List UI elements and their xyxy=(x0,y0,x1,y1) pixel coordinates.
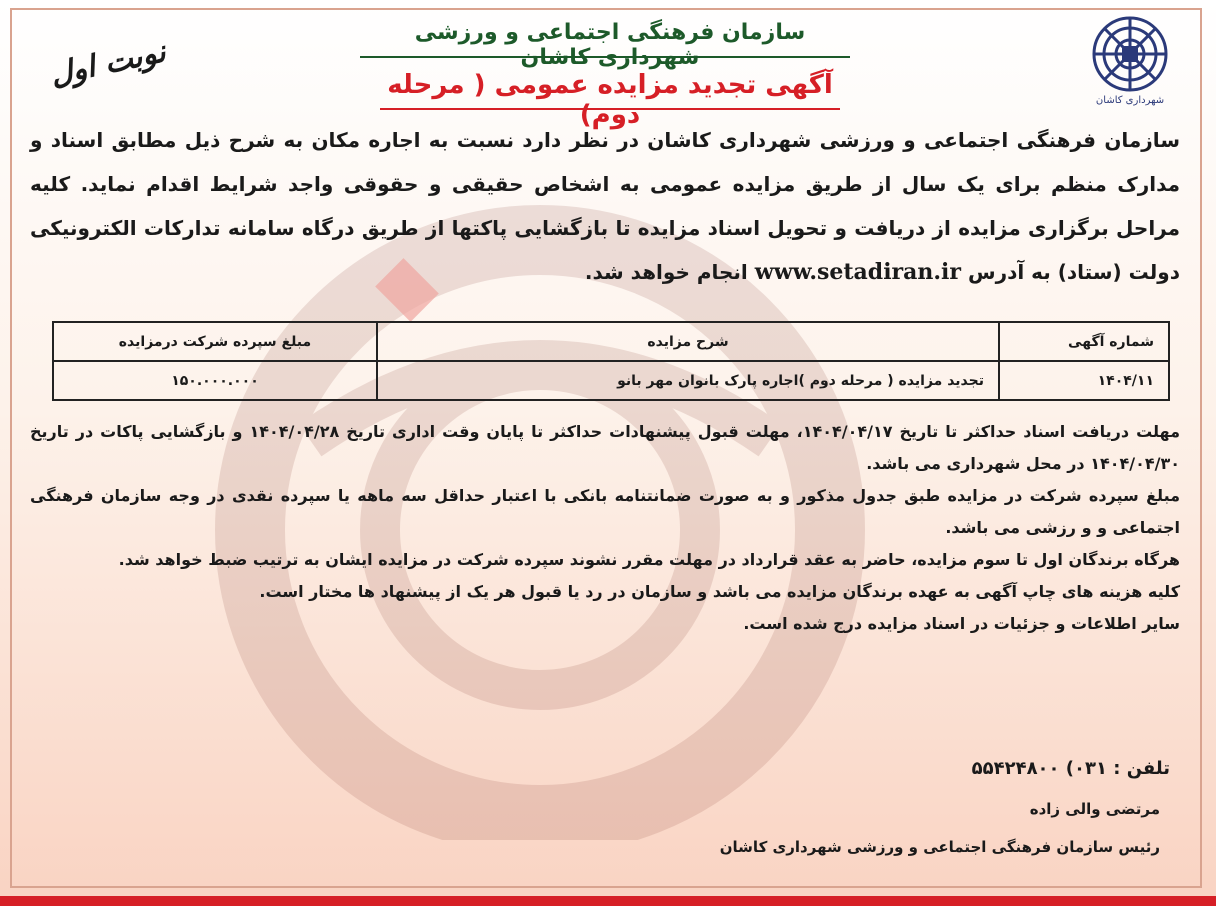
intro-paragraph xyxy=(30,118,1180,294)
organization-title: سازمان فرهنگی اجتماعی و ورزشی شهرداری کاشان xyxy=(414,20,806,70)
header-deposit: مبلغ سپرده شرکت درمزایده xyxy=(53,322,377,361)
cell-notice-number: ۱۴۰۴/۱۱ xyxy=(999,361,1169,400)
cell-deposit: ۱۵۰.۰۰۰.۰۰۰ xyxy=(53,361,377,400)
list-item: مبلغ سپرده شرکت در مزایده طبق جدول مذکور و به صورت ضمانتنامه بانکی با اعتبار حداقل سه ماهه یا سپرده نقدی در وجه سازمان فرهنگی اجتماعی و و رزشی می باشد. xyxy=(30,486,1180,537)
auction-table xyxy=(52,321,1170,401)
bottom-accent-bar xyxy=(0,896,1216,906)
header-notice-number: شماره آگهی xyxy=(999,322,1169,361)
logo-caption: شهرداری کاشان xyxy=(1095,95,1165,106)
notice-title: آگهی تجدید مزایده عمومی ( مرحله دوم) xyxy=(387,70,833,130)
header-description: شرح مزایده xyxy=(377,322,999,361)
list-item: سایر اطلاعات و جزئیات در اسناد مزایده درج شده است. xyxy=(743,614,1180,633)
round-label: نوبت اول xyxy=(47,34,169,93)
table-header-row xyxy=(53,322,1169,361)
signer-title: رئیس سازمان فرهنگی اجتماعی و ورزشی شهرداری کاشان xyxy=(719,838,1160,856)
website-link[interactable]: www.setadiran.ir xyxy=(754,259,961,285)
list-item: هرگاه برندگان اول تا سوم مزایده، حاضر به عقد قرارداد در مهلت مقرر نشوند سپرده شرکت در مزایده ایشان به ترتیب ضبط خواهد شد. xyxy=(118,550,1180,569)
list-item: مهلت دریافت اسناد حداکثر تا تاریخ ۱۴۰۴/۰۴/۱۷، مهلت قبول پیشنهادات حداکثر تا پایان وقت اداری تاریخ ۱۴۰۴/۰۴/۲۸ و بازگشایی پاکات در تاریخ ۱۴۰۴/۰۴/۳۰ در محل شهرداری می باشد. xyxy=(30,422,1181,473)
cell-description: تجدید مزایده ( مرحله دوم )اجاره پارک بانوان مهر بانو xyxy=(377,361,999,400)
intro-text: سازمان فرهنگی اجتماعی و ورزشی شهرداری کاشان در نظر دارد نسبت به اجاره مکان به شرح ذیل مطابق اسناد و مدارک منظم برای یک سال از طریق مزایده عمومی به اشخاص حقیقی و حقوقی واجد شرایط اقدام نماید. کلیه مراحل برگزاری مزایده از دریافت و تحویل اسناد مزایده تا بازگشایی پاکتها از طریق درگاه سامانه تدارکات الکترونیکی دولت (ستاد) به آدرس xyxy=(30,128,1180,284)
intro-text-end: انجام خواهد شد. xyxy=(584,260,748,284)
title-underline xyxy=(360,56,850,58)
list-item: کلیه هزینه های چاپ آگهی به عهده برندگان مزایده می باشد و سازمان در رد یا قبول هر یک از پیشنهاد ها مختار است. xyxy=(259,582,1180,601)
phone-number: تلفن : ۰۳۱) ۵۵۴۲۴۸۰۰ xyxy=(971,758,1170,779)
table-row xyxy=(53,361,1169,400)
signer-name: مرتضی والی زاده xyxy=(1029,800,1160,818)
notice-title-underline xyxy=(380,108,840,110)
details-list xyxy=(30,416,1180,640)
